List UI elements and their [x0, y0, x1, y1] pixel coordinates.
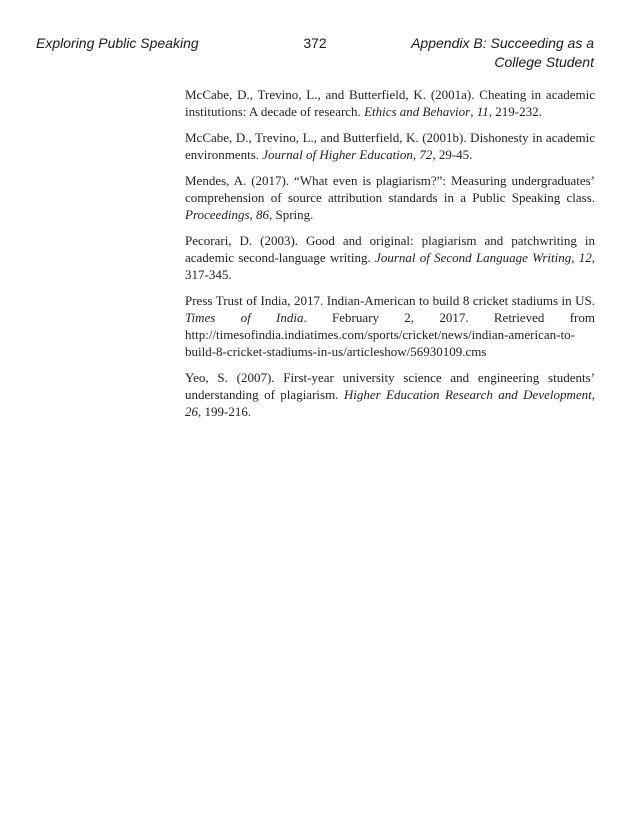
reference-italic-text: 86	[256, 207, 269, 222]
reference-text: ,	[249, 207, 256, 222]
reference-italic-text: Proceedings	[185, 207, 250, 222]
reference-text: Pecorari, D. (2003). Good and original: plagiarism and patchwriting in academic second-language writing.	[185, 233, 595, 265]
reference-italic-text: 26	[185, 404, 198, 419]
reference-text: , Spring.	[269, 207, 314, 222]
reference-entry	[185, 292, 595, 360]
reference-list	[185, 86, 595, 429]
reference-text: Press Trust of India, 2017. Indian-American to build 8 cricket stadiums in US.	[185, 293, 595, 308]
reference-italic-text: 12	[578, 250, 592, 265]
reference-text: ,	[470, 104, 477, 119]
page-number: 372	[303, 35, 327, 51]
reference-text: , 317-345.	[185, 250, 596, 282]
reference-entry	[185, 369, 595, 420]
reference-text: ,	[412, 147, 420, 162]
reference-text: , 199-216.	[198, 404, 252, 419]
reference-italic-text: Ethics and Behavior	[364, 104, 471, 119]
reference-entry	[185, 232, 595, 283]
page-header	[0, 34, 630, 74]
reference-italic-text: 72	[419, 147, 433, 162]
reference-entry	[185, 172, 595, 223]
reference-italic-text: Journal of Second Language Writing	[375, 250, 572, 265]
section-title: Appendix B: Succeeding as a College Student	[411, 35, 594, 70]
reference-text: ,	[591, 387, 596, 402]
reference-text: . February 2, 2017. Retrieved from http://timesofindia.indiatimes.com/sports/cricket/news/indian-american-to-build-8-cricket-stadiums-in-us/articleshow/56930109.cms	[185, 310, 595, 359]
reference-italic-text: 11	[476, 104, 489, 119]
reference-text: , 29-45.	[432, 147, 473, 162]
reference-text: McCabe, D., Trevino, L., and Butterfield, K. (2001b). Dishonesty in academic environments.	[185, 130, 595, 162]
reference-entry	[185, 86, 595, 120]
reference-text: Yeo, S. (2007). First-year university science and engineering students’ understanding of plagiarism.	[185, 370, 595, 402]
reference-italic-text: Journal of Higher Education	[262, 147, 413, 162]
reference-text: ,	[571, 250, 579, 265]
book-title: Exploring Public Speaking	[36, 35, 199, 51]
reference-italic-text: Higher Education Research and Development	[343, 387, 592, 402]
reference-text: Mendes, A. (2017). “What even is plagiarism?”: Measuring undergraduates’ comprehension of source attribution standards in a Public Speaking class.	[185, 173, 595, 205]
reference-italic-text: Times of India	[185, 310, 304, 325]
reference-text: McCabe, D., Trevino, L., and Butterfield, K. (2001a). Cheating in academic institutions: A decade of research.	[185, 87, 595, 119]
reference-entry	[185, 129, 595, 163]
reference-text: , 219-232.	[488, 104, 542, 119]
